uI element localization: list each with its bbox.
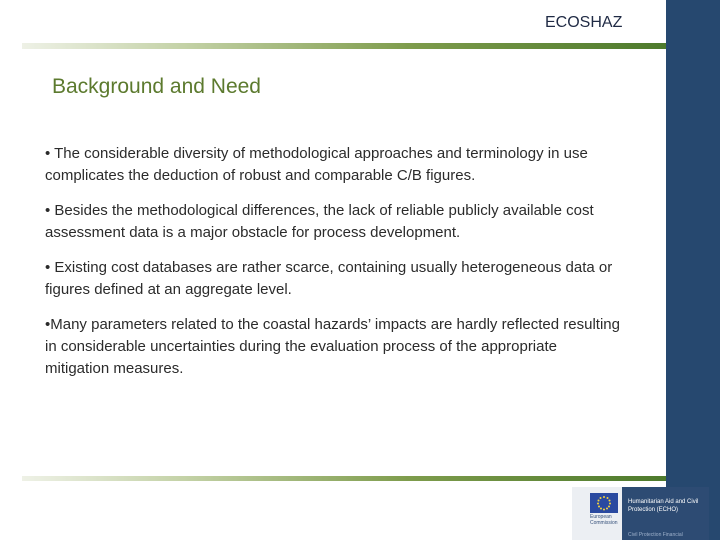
eu-logo-label: European Commission	[590, 514, 618, 526]
brand-label: ECOSHAZ	[545, 14, 623, 31]
eu-flag-icon	[590, 493, 618, 513]
footer-rule	[22, 476, 666, 481]
slide-title: Background and Need	[52, 75, 261, 98]
echo-logo-sub: Civil Protection Financial	[628, 532, 683, 538]
echo-logo-name: Humanitarian Aid and Civil Protection (ECHO)	[628, 499, 699, 513]
header-rule	[22, 43, 666, 49]
echo-logo	[572, 487, 709, 540]
right-side-band	[666, 0, 720, 540]
bullet-list	[45, 143, 625, 393]
bullet-item: • Existing cost databases are rather scarce, containing usually heterogeneous data or figures defined at an aggregate level.	[45, 259, 613, 298]
bullet-item: • Besides the methodological differences, the lack of reliable publicly available cost assessment data is a major obstacle for process development.	[45, 202, 594, 241]
bullet-item: • The considerable diversity of methodological approaches and terminology in use complicates the deduction of robust and comparable C/B figures.	[45, 145, 588, 184]
bullet-item: •Many parameters related to the coastal hazards’ impacts are hardly reflected resulting in considerable uncertainties during the evaluation process of the appropriate mitigation measures.	[45, 316, 620, 377]
eu-logo-panel	[572, 487, 622, 540]
